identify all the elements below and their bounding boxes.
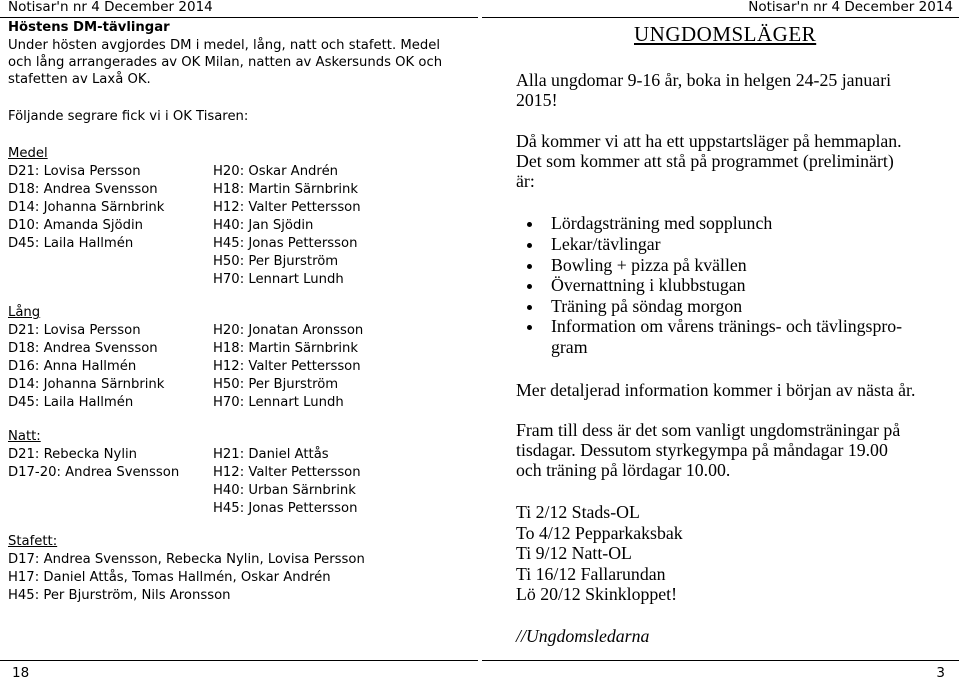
natt-men-3: H45: Jonas Pettersson <box>213 501 358 516</box>
natt-men-1: H12: Valter Pettersson <box>213 465 361 480</box>
natt-women-0: D21: Rebecka Nylin <box>8 447 138 462</box>
bullet-icon <box>527 264 532 269</box>
signature: //Ungdomsledarna <box>516 626 650 646</box>
right-footer-rule <box>482 660 959 661</box>
left-header-rule <box>0 17 478 18</box>
lang-heading: Lång <box>8 305 41 320</box>
lang-women-4: D45: Laila Hallmén <box>8 395 134 410</box>
medel-women-2: D14: Johanna Särnbrink <box>8 200 165 215</box>
program-item-4: Träning på söndag morgon <box>551 296 743 316</box>
lang-women-0: D21: Lovisa Persson <box>8 323 141 338</box>
medel-heading: Medel <box>8 146 48 161</box>
stafett-heading: Stafett: <box>8 534 58 549</box>
medel-men-5: H50: Per Bjurström <box>213 254 339 269</box>
lang-men-1: H18: Martin Särnbrink <box>213 341 359 356</box>
winners-intro: Följande segrare fick vi i OK Tisaren: <box>8 109 249 124</box>
stafett-line-2: H45: Per Bjurström, Nils Aronsson <box>8 588 231 603</box>
medel-men-2: H12: Valter Pettersson <box>213 200 361 215</box>
program-item-1: Lekar/tävlingar <box>551 234 661 254</box>
medel-women-0: D21: Lovisa Persson <box>8 164 141 179</box>
lang-men-0: H20: Jonatan Aronsson <box>213 323 364 338</box>
bullet-icon <box>527 325 532 330</box>
stafett-line-0: D17: Andrea Svensson, Rebecka Nylin, Lovisa Persson <box>8 552 365 567</box>
left-title: Höstens DM-tävlingar <box>8 20 170 35</box>
medel-men-4: H45: Jonas Pettersson <box>213 236 358 251</box>
schedule-2: Ti 9/12 Natt-OL <box>516 543 632 563</box>
medel-men-3: H40: Jan Sjödin <box>213 218 314 233</box>
schedule-3: Ti 16/12 Fallarundan <box>516 564 666 584</box>
right-running-header: Notisar'n nr 4 December 2014 <box>748 0 953 15</box>
schedule-4: Lö 20/12 Skinkloppet! <box>516 584 678 604</box>
right-page-number: 3 <box>936 665 945 681</box>
para4-line-2: tisdagar. Dessutom styrkegympa på måndagar 19.00 <box>516 440 888 460</box>
intro-line-3: stafetten av Laxå OK. <box>8 72 151 87</box>
medel-men-0: H20: Oskar Andrén <box>213 164 339 179</box>
para3: Mer detaljerad information kommer i början av nästa år. <box>516 380 916 400</box>
lang-men-4: H70: Lennart Lundh <box>213 395 344 410</box>
para2-line-1: Då kommer vi att ha ett uppstartsläger på hemmaplan. <box>516 131 902 151</box>
lang-men-2: H12: Valter Pettersson <box>213 359 361 374</box>
medel-men-6: H70: Lennart Lundh <box>213 272 344 287</box>
natt-men-0: H21: Daniel Attås <box>213 447 329 462</box>
right-header-rule <box>482 17 959 18</box>
medel-men-1: H18: Martin Särnbrink <box>213 182 359 197</box>
program-item-2: Bowling + pizza på kvällen <box>551 255 747 275</box>
natt-heading: Natt: <box>8 429 41 444</box>
intro-line-2: och lång arrangerades av OK Milan, natten av Askersunds OK och <box>8 55 443 70</box>
ungdomslager-title: UNGDOMSLÄGER <box>634 22 817 46</box>
para1-line-1: Alla ungdomar 9-16 år, boka in helgen 24-25 januari <box>516 70 892 90</box>
para2-line-2: Det som kommer att stå på programmet (preliminärt) <box>516 151 894 171</box>
left-page-number: 18 <box>12 665 30 681</box>
medel-women-3: D10: Amanda Sjödin <box>8 218 144 233</box>
left-running-header: Notisar'n nr 4 December 2014 <box>8 0 213 15</box>
para1-line-2: 2015! <box>516 90 558 110</box>
natt-women-1: D17-20: Andrea Svensson <box>8 465 180 480</box>
medel-women-4: D45: Laila Hallmén <box>8 236 134 251</box>
schedule-1: To 4/12 Pepparkaksbak <box>516 523 683 543</box>
medel-women-1: D18: Andrea Svensson <box>8 182 158 197</box>
natt-men-2: H40: Urban Särnbrink <box>213 483 356 498</box>
para4-line-3: och träning på lördagar 10.00. <box>516 460 731 480</box>
bullet-icon <box>527 222 532 227</box>
program-item-3: Övernattning i klubbstugan <box>551 275 746 295</box>
lang-women-1: D18: Andrea Svensson <box>8 341 158 356</box>
para2-line-3: är: <box>516 171 535 191</box>
program-item-5: Information om vårens tränings- och tävlingspro- <box>551 316 903 336</box>
lang-women-3: D14: Johanna Särnbrink <box>8 377 165 392</box>
bullet-icon <box>527 284 532 289</box>
stafett-line-1: H17: Daniel Attås, Tomas Hallmén, Oskar Andrén <box>8 570 331 585</box>
para4-line-1: Fram till dess är det som vanligt ungdomsträningar på <box>516 420 901 440</box>
program-item-6: gram <box>551 337 588 357</box>
left-footer-rule <box>0 660 478 661</box>
intro-line-1: Under hösten avgjordes DM i medel, lång, natt och stafett. Medel <box>8 38 440 53</box>
schedule-0: Ti 2/12 Stads-OL <box>516 502 640 522</box>
lang-men-3: H50: Per Bjurström <box>213 377 339 392</box>
lang-women-2: D16: Anna Hallmén <box>8 359 137 374</box>
bullet-icon <box>527 305 532 310</box>
program-item-0: Lördagsträning med sopplunch <box>551 213 773 233</box>
bullet-icon <box>527 243 532 248</box>
